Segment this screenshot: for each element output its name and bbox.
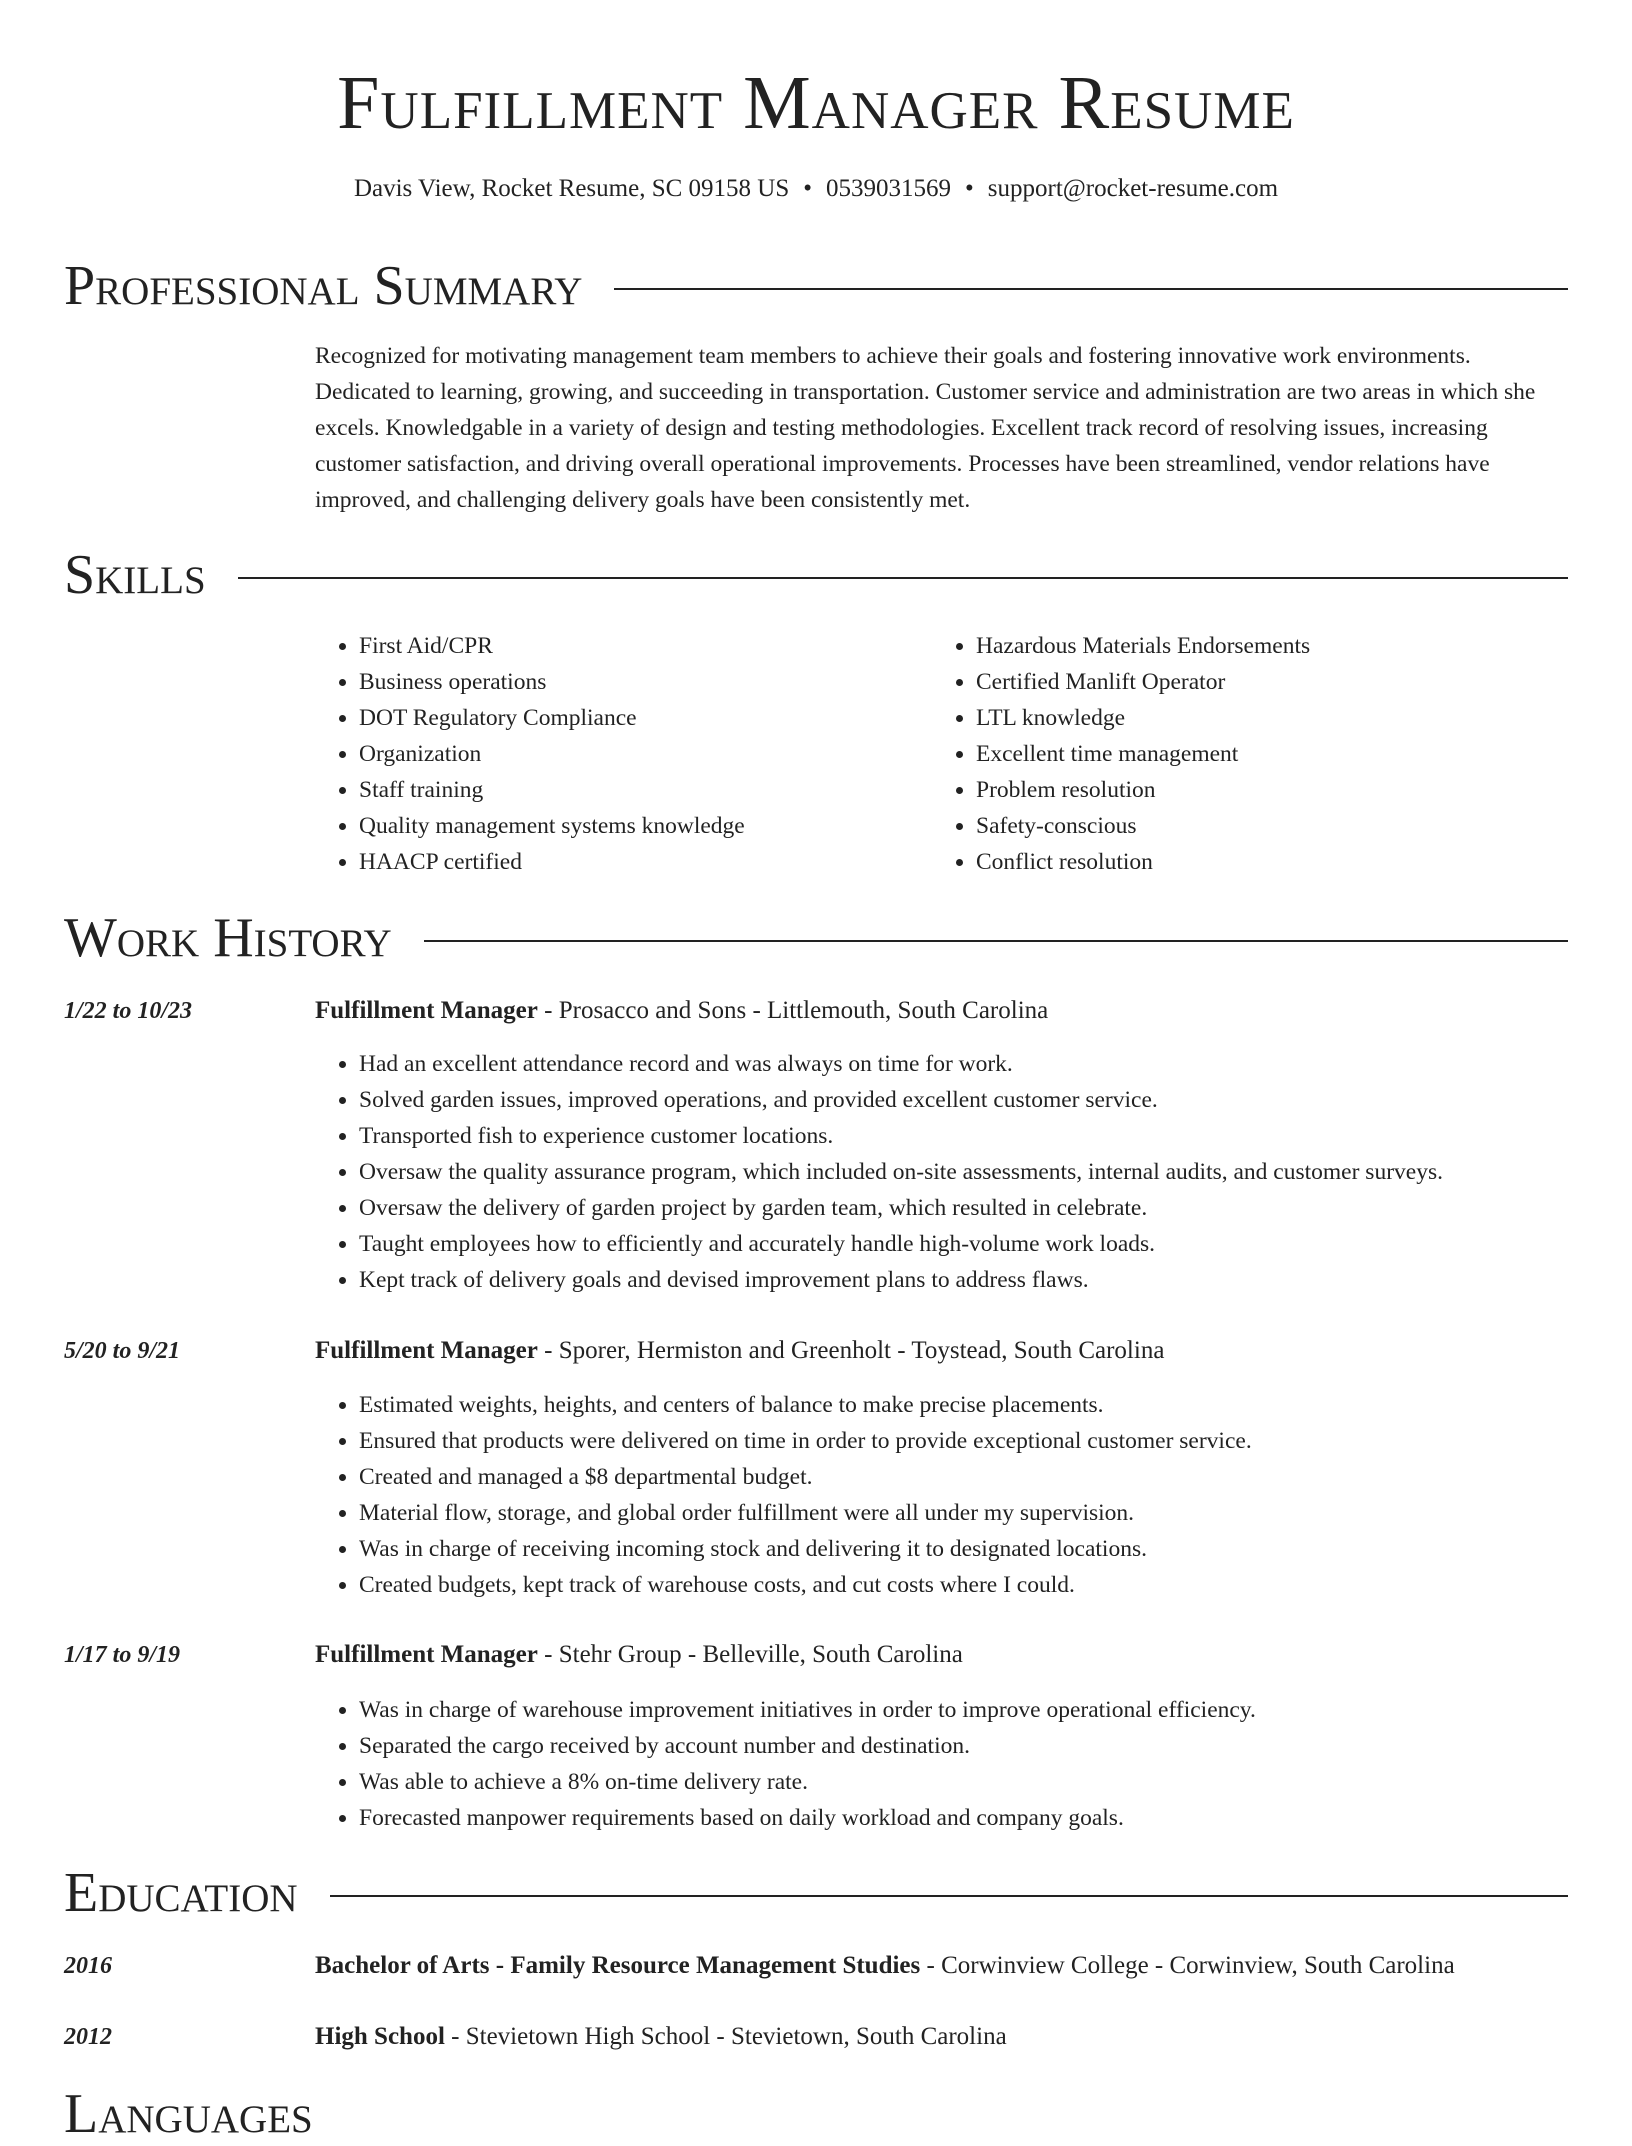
skill-item: • Conflict resolution [976, 844, 1532, 880]
summary-heading: Professional Summary [64, 255, 583, 317]
job-heading [315, 994, 1568, 1028]
job-employer: - Sporer, Hermiston and Greenholt - Toystead, South Carolina [537, 1337, 1165, 1364]
contact-phone: 0539031569 [826, 175, 951, 202]
skill-item: • DOT Regulatory Compliance [359, 700, 915, 736]
contact-email: support@rocket-resume.com [987, 175, 1279, 202]
job-duties-list [315, 1046, 1568, 1298]
contact-address: Davis View, Rocket Resume, SC 09158 US [353, 175, 790, 202]
job-employer: - Stehr Group - Belleville, South Carolina [537, 1641, 963, 1668]
section-divider [614, 288, 1568, 290]
education-year: 2012 [64, 2024, 112, 2050]
job-dates: 1/17 to 9/19 [64, 1642, 181, 1668]
skill-item: • Problem resolution [976, 772, 1532, 808]
contact-line [64, 172, 1568, 206]
job-duty-item: • Solved garden issues, improved operations, and provided excellent customer service. [359, 1082, 1568, 1118]
work-heading: Work History [64, 907, 392, 969]
job-title: Fulfillment Manager [315, 1337, 538, 1364]
education-heading-line [315, 2020, 1568, 2054]
skills-heading: Skills [64, 544, 206, 606]
job-duties-list [315, 1692, 1568, 1836]
education-degree: High School [315, 2023, 445, 2050]
education-heading-line [315, 1949, 1568, 1983]
education-degree: Bachelor of Arts - Family Resource Management Studies [315, 1952, 921, 1979]
skill-item: • Quality management systems knowledge [359, 808, 915, 844]
job-duty-item: • Separated the cargo received by account number and destination. [359, 1728, 1568, 1764]
job-duties [315, 1387, 1568, 1603]
skills-heading-row [64, 543, 1568, 607]
job-dates: 5/20 to 9/21 [64, 1338, 181, 1364]
contact-separator: • [803, 175, 812, 202]
job-duty-item: • Forecasted manpower requirements based on daily workload and company goals. [359, 1800, 1568, 1836]
job-employer: - Prosacco and Sons - Littlemouth, South Carolina [537, 997, 1049, 1024]
job-heading [315, 1334, 1568, 1368]
job-heading [315, 1638, 1568, 1672]
job-duty-item: • Taught employees how to efficiently and accurately handle high-volume work loads. [359, 1226, 1568, 1262]
job-duties-list [315, 1387, 1568, 1603]
job-duty-item: • Oversaw the delivery of garden project by garden team, which resulted in celebrate. [359, 1190, 1568, 1226]
job-title: Fulfillment Manager [315, 1641, 538, 1668]
job-title: Fulfillment Manager [315, 997, 538, 1024]
education-school: - Corwinview College - Corwinview, South Carolina [920, 1952, 1455, 1979]
languages-heading: Languages [64, 2083, 313, 2145]
job-duty-item: • Ensured that products were delivered on time in order to provide exceptional customer service. [359, 1423, 1568, 1459]
job-duty-item: • Transported fish to experience customer locations. [359, 1118, 1568, 1154]
job-duty-item: • Material flow, storage, and global order fulfillment were all under my supervision. [359, 1495, 1568, 1531]
contact-separator: • [965, 175, 974, 202]
education-year: 2016 [64, 1953, 112, 1979]
resume-title: Fulfillment Manager Resume [337, 61, 1295, 145]
summary-text: Recognized for motivating management team members to achieve their goals and fostering innovative work environments. Dedicated to learning, growing, and succeeding in transportation. Customer service and administration are two areas in which she excels. Knowledgable in a variety of design and testing methodologies. Excellent track record of resolving issues, increasing customer satisfaction, and driving overall operational improvements. Processes have been streamlined, vendor relations have improved, and challenging delivery goals have been consistently met. [315, 343, 1536, 513]
section-divider [330, 1895, 1568, 1897]
education-school: - Stevietown High School - Stevietown, South Carolina [444, 2023, 1007, 2050]
skill-item: • LTL knowledge [976, 700, 1532, 736]
job-dates: 1/22 to 10/23 [64, 998, 193, 1024]
education-heading: Education [64, 1862, 298, 1924]
skills-column-right [932, 628, 1532, 880]
skill-item: • Staff training [359, 772, 915, 808]
skill-item: • Excellent time management [976, 736, 1532, 772]
section-divider [238, 577, 1568, 579]
skill-item: • HAACP certified [359, 844, 915, 880]
skill-item: • Certified Manlift Operator [976, 664, 1532, 700]
skill-item: • First Aid/CPR [359, 628, 915, 664]
job-duties [315, 1692, 1568, 1836]
job-duty-item: • Had an excellent attendance record and was always on time for work. [359, 1046, 1568, 1082]
skill-item: • Safety-conscious [976, 808, 1532, 844]
job-duty-item: • Kept track of delivery goals and devised improvement plans to address flaws. [359, 1262, 1568, 1298]
job-duty-item: • Was in charge of receiving incoming stock and delivering it to designated locations. [359, 1531, 1568, 1567]
job-duty-item: • Created and managed a $8 departmental budget. [359, 1459, 1568, 1495]
job-duty-item: • Was able to achieve a 8% on-time delivery rate. [359, 1764, 1568, 1800]
summary-heading-row [64, 254, 1568, 318]
job-duty-item: • Created budgets, kept track of warehouse costs, and cut costs where I could. [359, 1567, 1568, 1603]
skills-list-left [315, 628, 915, 880]
section-divider [424, 940, 1568, 942]
skill-item: • Organization [359, 736, 915, 772]
job-duty-item: • Oversaw the quality assurance program, which included on-site assessments, internal audits, and customer surveys. [359, 1154, 1568, 1190]
skills-list-right [932, 628, 1532, 880]
job-duty-item: • Was in charge of warehouse improvement initiatives in order to improve operational efficiency. [359, 1692, 1568, 1728]
languages-heading-row [64, 2082, 1568, 2146]
education-heading-row [64, 1861, 1568, 1925]
skills-column-left [315, 628, 915, 880]
job-duties [315, 1046, 1568, 1298]
job-duty-item: • Estimated weights, heights, and centers of balance to make precise placements. [359, 1387, 1568, 1423]
work-heading-row [64, 906, 1568, 970]
skill-item: • Hazardous Materials Endorsements [976, 628, 1532, 664]
skill-item: • Business operations [359, 664, 915, 700]
